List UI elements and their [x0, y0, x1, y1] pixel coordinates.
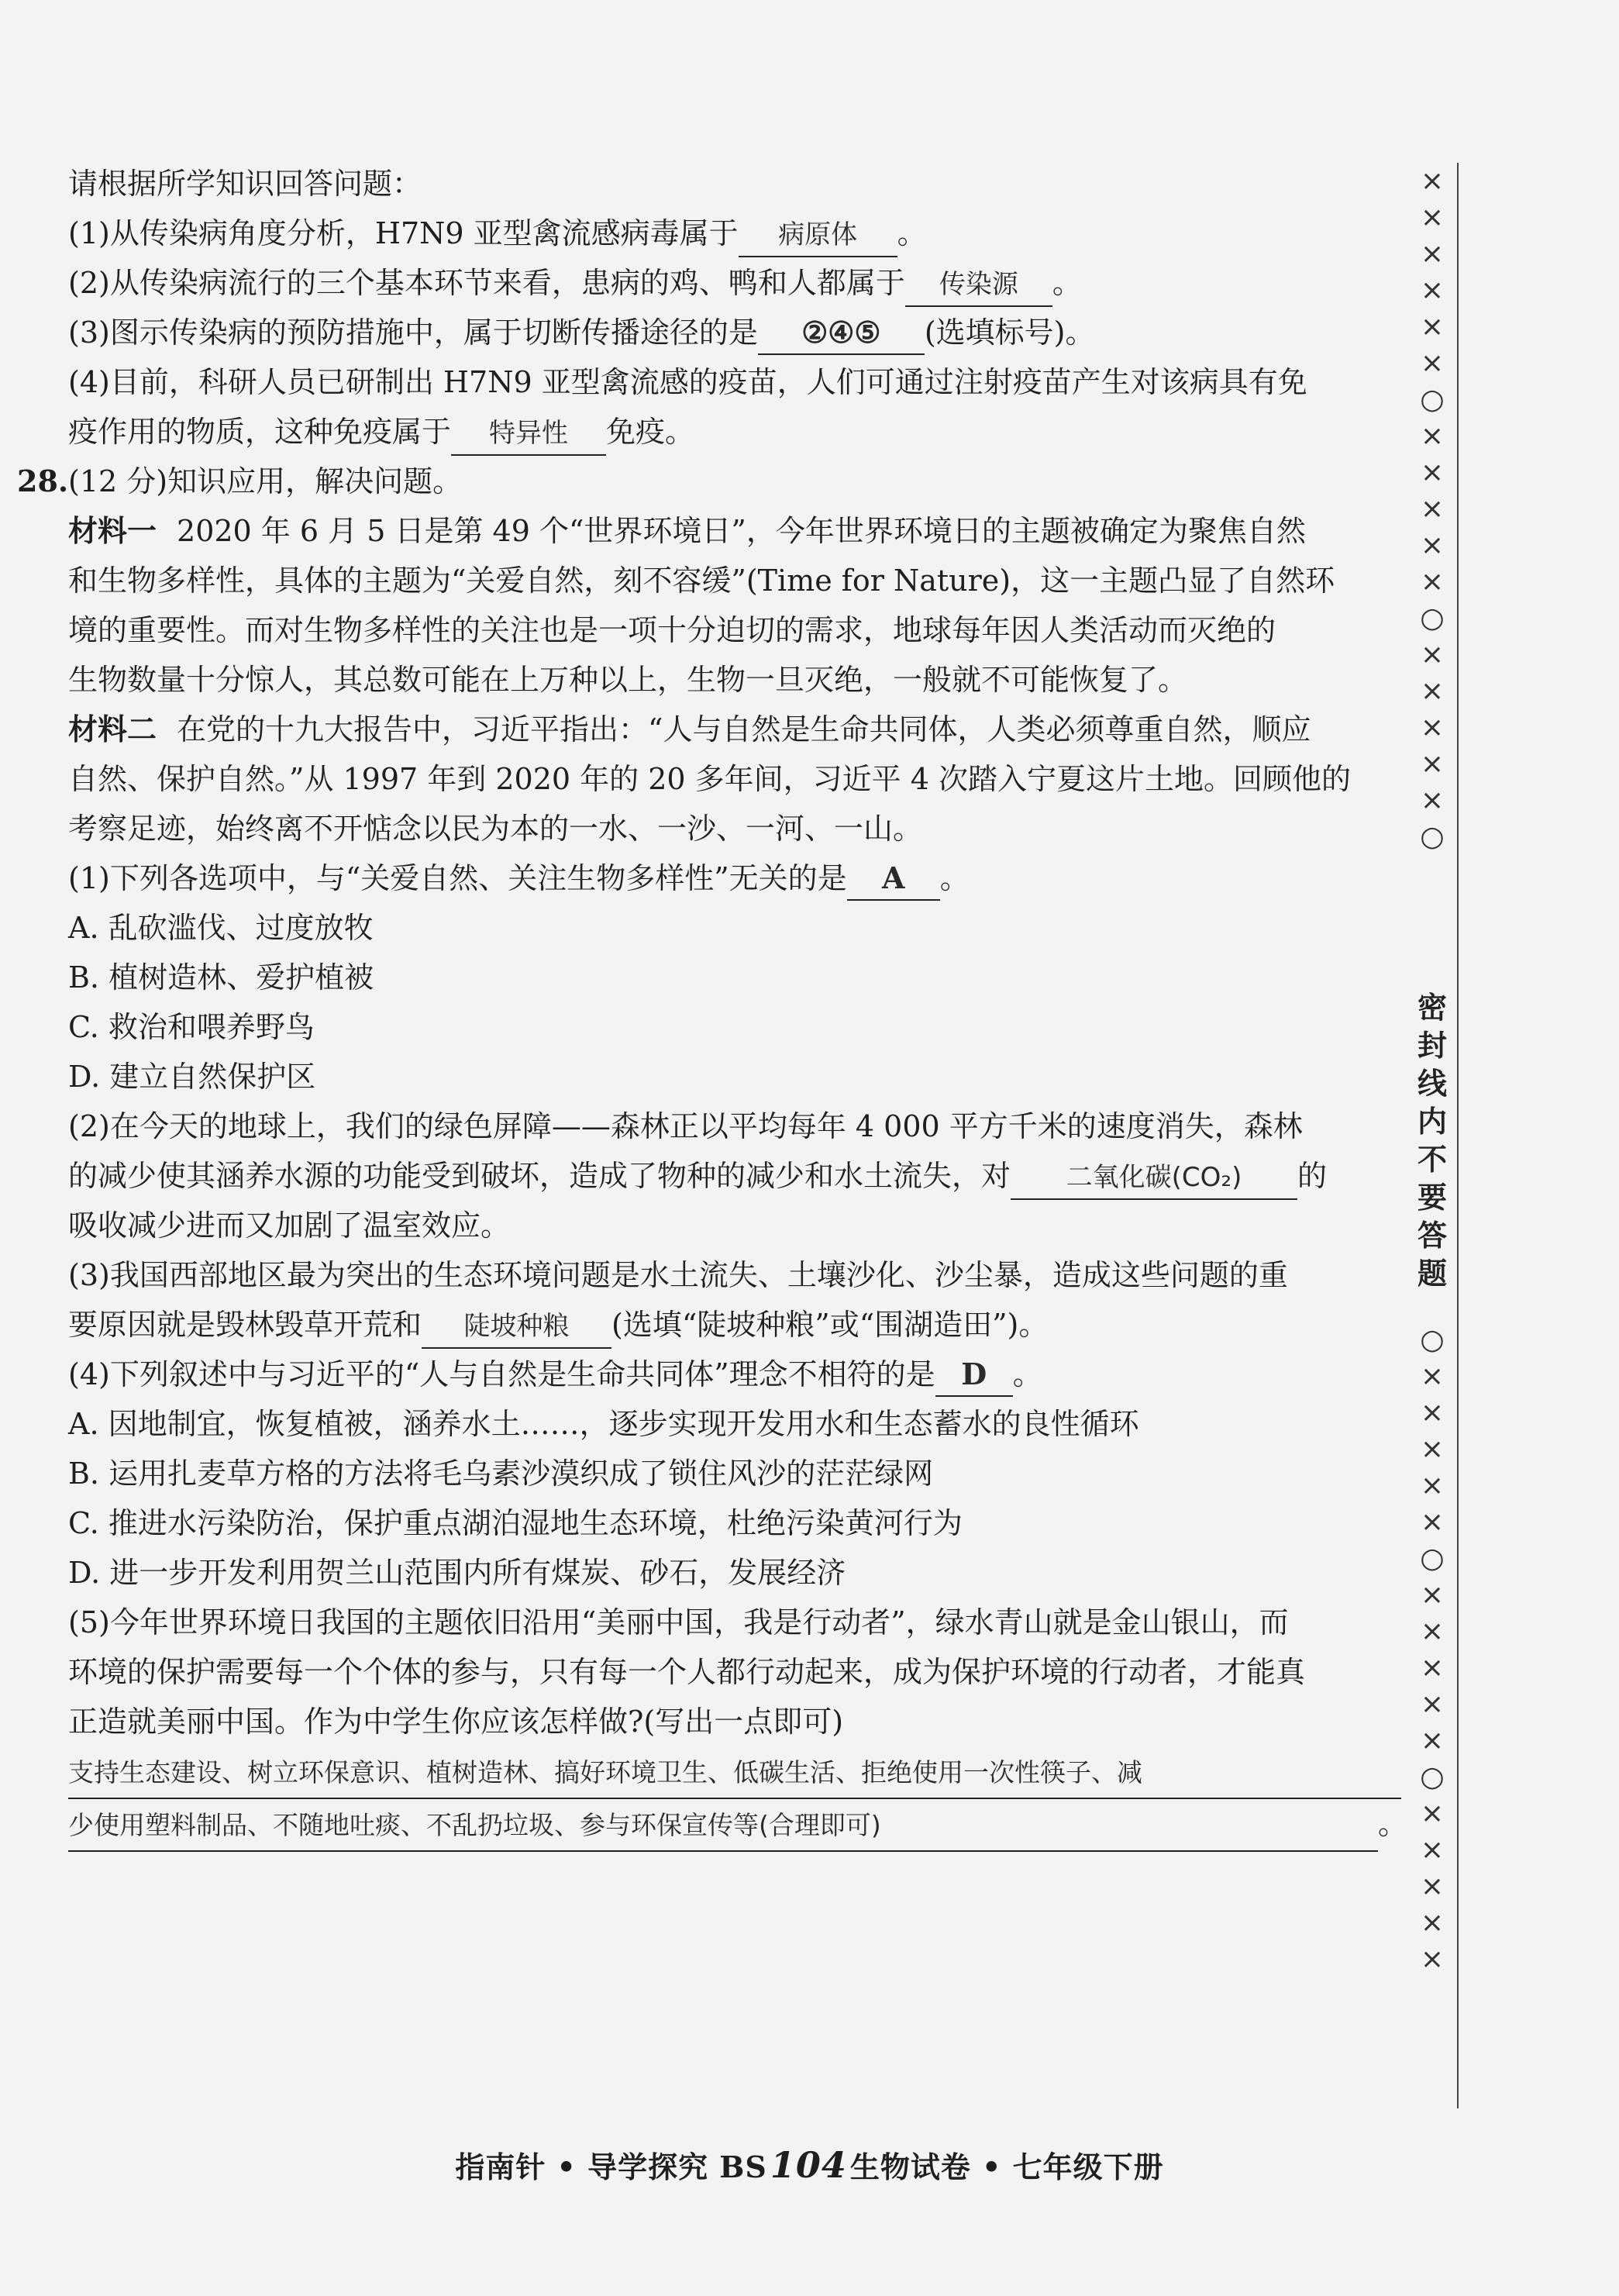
question-text: 的减少使其涵养水源的功能受到破坏，造成了物种的减少和水土流失，对 — [68, 1159, 1011, 1193]
option-d: D. 进一步开发利用贺兰山范围内所有煤炭、砂石，发展经济 — [68, 1556, 846, 1590]
material-2-line-1 — [68, 705, 1401, 754]
material-1-line-4: 生物数量十分惊人，其总数可能在上万种以上，生物一旦灭绝，一般就不可能恢复了。 — [68, 663, 1188, 697]
footer-left: 指南针 • 导学探究 BS — [455, 2149, 767, 2184]
answer-blank: 二氧化碳(CO₂) — [1011, 1157, 1297, 1200]
seal-marks-bottom — [1412, 1322, 1452, 1977]
subquestion-3-line-2 — [68, 1300, 1401, 1350]
handwritten-answer: 支持生态建设、树立环保意识、植树造林、搞好环境卫生、低碳生活、拒绝使用一次性筷子、减 — [68, 1748, 1401, 1799]
option-a: A. 乱砍滥伐、过度放牧 — [68, 911, 374, 945]
material-text: 在党的十九大报告中，习近平指出：“人与自然是生命共同体，人类必须尊重自然，顺应 — [177, 712, 1311, 746]
question-text: (2)从传染病流行的三个基本环节来看，患病的鸡、鸭和人都属于 — [68, 266, 905, 300]
material-1-line-1 — [68, 506, 1401, 556]
answer-blank: A — [847, 857, 940, 901]
subquestion-3-line-1: (3)我国西部地区最为突出的生态环境问题是水土流失、土壤沙化、沙尘暴，造成这些问题的重 — [68, 1258, 1288, 1292]
option-c: C. 推进水污染防治，保护重点湖泊湿地生态环境，杜绝污染黄河行为 — [68, 1506, 963, 1540]
question-text: 要原因就是毁林毁草开荒和 — [68, 1308, 422, 1342]
question-3 — [68, 308, 1401, 357]
answer-blank: 陡坡种粮 — [422, 1305, 611, 1349]
question-text: 疫作用的物质，这种免疫属于 — [68, 415, 452, 449]
seal-notice-text: 密 封 线 内 不 要 答 题 — [1417, 990, 1447, 1291]
subquestion-2-line-2 — [68, 1151, 1401, 1201]
question-2 — [68, 258, 1401, 308]
option-c: C. 救治和喂养野鸟 — [68, 1010, 315, 1044]
answer-line-2 — [68, 1799, 1408, 1852]
material-text: 2020 年 6 月 5 日是第 49 个“世界环境日”，今年世界环境日的主题被确定为聚焦自然 — [177, 514, 1306, 548]
answer-blank: ②④⑤ — [758, 312, 925, 355]
question-text: (选填标号)。 — [924, 315, 1095, 350]
question-text: 免疫。 — [606, 415, 695, 449]
option-b: B. 植树造林、爱护植被 — [68, 960, 374, 995]
footer-right: 生物试卷 • 七年级下册 — [849, 2149, 1164, 2184]
question-text: 。 — [1052, 266, 1082, 300]
material-label: 材料二 — [68, 712, 157, 746]
subquestion-5-line-2: 环境的保护需要每一个个体的参与，只有每一个人都行动起来，成为保护环境的行动者，才能真 — [68, 1655, 1306, 1689]
question-text: (1)下列各选项中，与“关爱自然、关注生物多样性”无关的是 — [68, 861, 847, 895]
option-b: B. 运用扎麦草方格的方法将毛乌素沙漠织成了锁住风沙的茫茫绿网 — [68, 1457, 934, 1491]
seal-marks: ○ × × × × × ○ × × × × × ○ × × × × × — [1420, 1324, 1445, 1975]
question-text: (3)图示传染病的预防措施中，属于切断传播途径的是 — [68, 315, 758, 350]
page-number: 104 — [770, 2144, 847, 2186]
answer-line-1 — [68, 1746, 1401, 1799]
question-text: (1)从传染病角度分析，H7N9 亚型禽流感病毒属于 — [68, 216, 739, 250]
material-2-line-3: 考察足迹，始终离不开惦念以民为本的一水、一沙、一河、一山。 — [68, 812, 923, 846]
answer-blank: 传染源 — [905, 264, 1052, 307]
material-1-line-3: 境的重要性。而对生物多样性的关注也是一项十分迫切的需求，地球每年因人类活动而灭绝的 — [68, 613, 1276, 647]
question-text: 。 — [939, 861, 970, 895]
option-d: D. 建立自然保护区 — [68, 1060, 316, 1094]
page-content — [17, 159, 1408, 1852]
question-text: 的 — [1297, 1159, 1328, 1193]
subquestion-5-line-1: (5)今年世界环境日我国的主题依旧沿用“美丽中国，我是行动者”，绿水青山就是金山银山，而 — [68, 1605, 1289, 1639]
question-text: 。 — [897, 216, 927, 250]
question-text: (4)下列叙述中与习近平的“人与自然是生命共同体”理念不相符的是 — [68, 1357, 935, 1391]
subquestion-2-line-3: 吸收减少进而又加剧了温室效应。 — [68, 1208, 511, 1243]
option-a: A. 因地制宜，恢复植被，涵养水土……，逐步实现开发用水和生态蓄水的良性循环 — [68, 1407, 1139, 1441]
question-text: (12 分)知识应用，解决问题。 — [68, 464, 463, 498]
answer-blank: D — [935, 1353, 1013, 1397]
page-footer — [0, 2143, 1619, 2186]
seal-marks-top — [1412, 163, 1452, 855]
question-4-line-1: (4)目前，科研人员已研制出 H7N9 亚型禽流感的疫苗，人们可通过注射疫苗产生对该病具有免 — [68, 365, 1307, 399]
material-1-line-2: 和生物多样性，具体的主题为“关爱自然，刻不容缓”(Time for Nature)，这一主题凸显了自然环 — [68, 564, 1335, 598]
intro-line: 请根据所学知识回答问题： — [68, 167, 422, 201]
subquestion-2-line-1: (2)在今天的地球上，我们的绿色屏障——森林正以平均每年 4 000 平方千米的速度消失，森林 — [68, 1109, 1303, 1143]
question-28-head — [17, 457, 1401, 506]
answer-blank: 特异性 — [451, 412, 606, 456]
handwritten-answer: 少使用塑料制品、不随地吐痰、不乱扔垃圾、参与环保宣传等(合理即可) — [68, 1801, 1378, 1852]
answer-blank: 病原体 — [739, 214, 897, 257]
seal-notice — [1412, 988, 1452, 1292]
subquestion-4 — [68, 1350, 1401, 1399]
material-2-line-2: 自然、保护自然。”从 1997 年到 2020 年的 20 多年间，习近平 4 次踏入宁夏这片土地。回顾他的 — [68, 762, 1352, 796]
question-1 — [68, 209, 1401, 258]
subquestion-1 — [68, 853, 1401, 903]
question-number: 28. — [17, 464, 69, 498]
question-4-line-2 — [68, 407, 1401, 457]
question-text: 。 — [1012, 1357, 1042, 1391]
answer-period: 。 — [1378, 1807, 1408, 1841]
seal-marks: × × × × × × ○ × × × × × ○ × × × × × ○ — [1420, 165, 1445, 853]
material-label: 材料一 — [68, 513, 157, 548]
seal-divider-line — [1457, 163, 1459, 2108]
question-text: (选填“陡坡种粮”或“围湖造田”)。 — [611, 1308, 1049, 1342]
subquestion-5-line-3: 正造就美丽中国。作为中学生你应该怎样做?(写出一点即可) — [68, 1705, 844, 1739]
sealing-strip — [1412, 163, 1452, 2108]
